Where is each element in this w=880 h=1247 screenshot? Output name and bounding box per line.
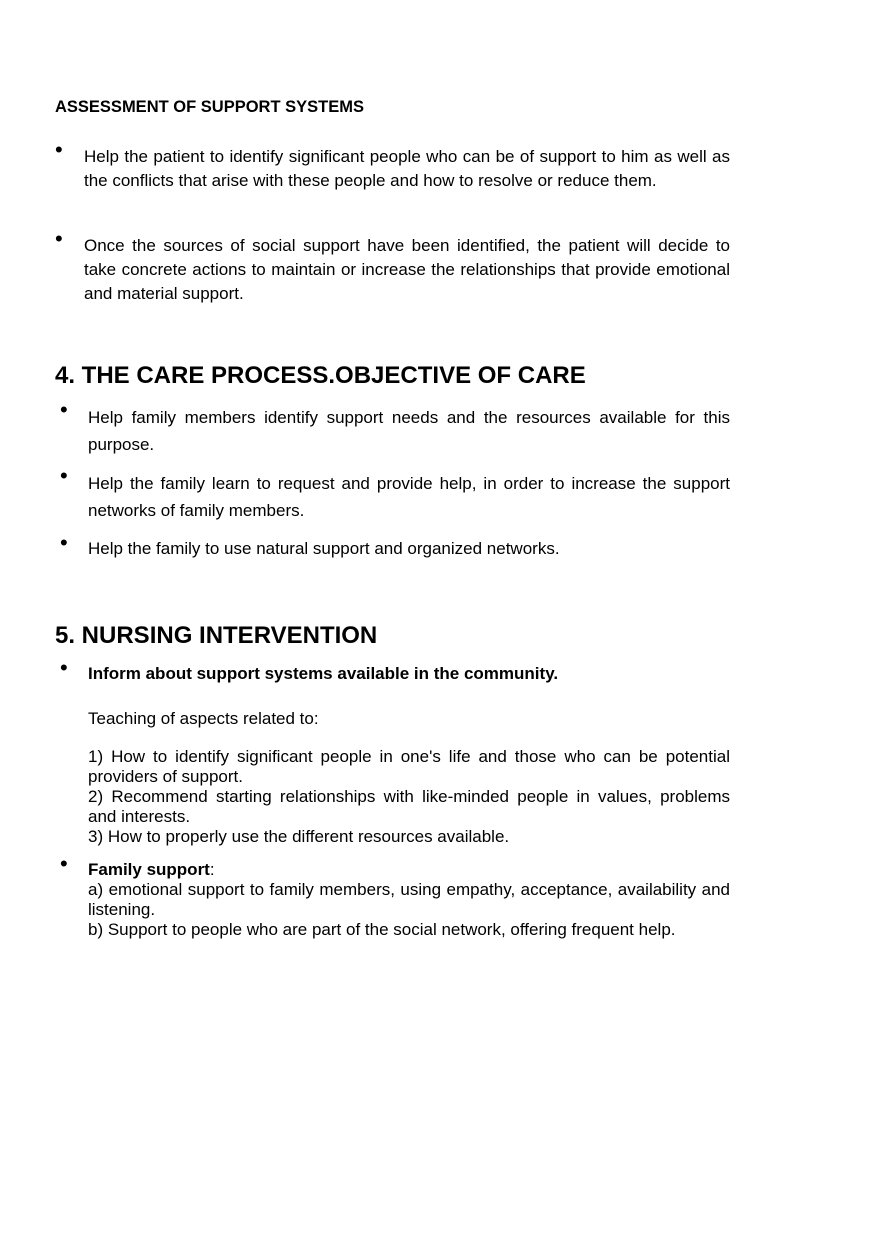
inform-point: 3) How to properly use the different resources available. <box>88 827 510 846</box>
family-support-colon: : <box>209 860 215 879</box>
bullet-icon: • <box>60 851 68 876</box>
care-item-text: Help the family learn to request and provide help, in order to increase the support networks of family members. <box>88 474 730 520</box>
bullet-icon: • <box>55 137 63 162</box>
family-support-block <box>88 860 730 940</box>
inform-intro-block <box>88 707 730 731</box>
care-item-text: Help family members identify support needs and the resources available for this purpose. <box>88 408 730 454</box>
bullet-icon: • <box>60 463 68 488</box>
family-point: b) Support to people who are part of the social network, offering frequent help. <box>88 920 676 939</box>
care-item-1 <box>88 404 730 458</box>
bullet-icon: • <box>60 655 68 680</box>
inform-block <box>88 662 730 686</box>
care-process-heading: 4. THE CARE PROCESS.OBJECTIVE OF CARE <box>55 362 586 389</box>
assessment-item-text: Once the sources of social support have been identified, the patient will decide to take concrete actions to maintain or increase the relationships that provide emotional and material support. <box>84 236 730 303</box>
assessment-item-2 <box>84 234 730 306</box>
assessment-item-text: Help the patient to identify significant people who can be of support to him as well as the conflicts that arise with these people and how to resolve or reduce them. <box>84 147 730 190</box>
inform-intro: Teaching of aspects related to: <box>88 709 319 728</box>
family-point: a) emotional support to family members, using empathy, acceptance, availability and listening. <box>88 880 730 919</box>
inform-point: 2) Recommend starting relationships with like-minded people in values, problems and interests. <box>88 787 730 826</box>
nursing-intervention-heading: 5. NURSING INTERVENTION <box>55 622 378 649</box>
care-item-3 <box>88 537 730 561</box>
family-support-title-line <box>88 860 730 880</box>
bullet-icon: • <box>60 530 68 555</box>
bullet-icon: • <box>55 226 63 251</box>
family-support-title: Family support <box>88 860 210 879</box>
care-item-text: Help the family to use natural support and organized networks. <box>88 539 560 558</box>
inform-points <box>88 747 730 847</box>
assessment-heading: ASSESSMENT OF SUPPORT SYSTEMS <box>55 98 364 116</box>
assessment-item-1 <box>84 145 730 193</box>
bullet-icon: • <box>60 397 68 422</box>
inform-point: 1) How to identify significant people in one's life and those who can be potential providers of support. <box>88 747 730 786</box>
inform-title: Inform about support systems available in the community. <box>88 664 559 683</box>
care-item-2 <box>88 470 730 524</box>
